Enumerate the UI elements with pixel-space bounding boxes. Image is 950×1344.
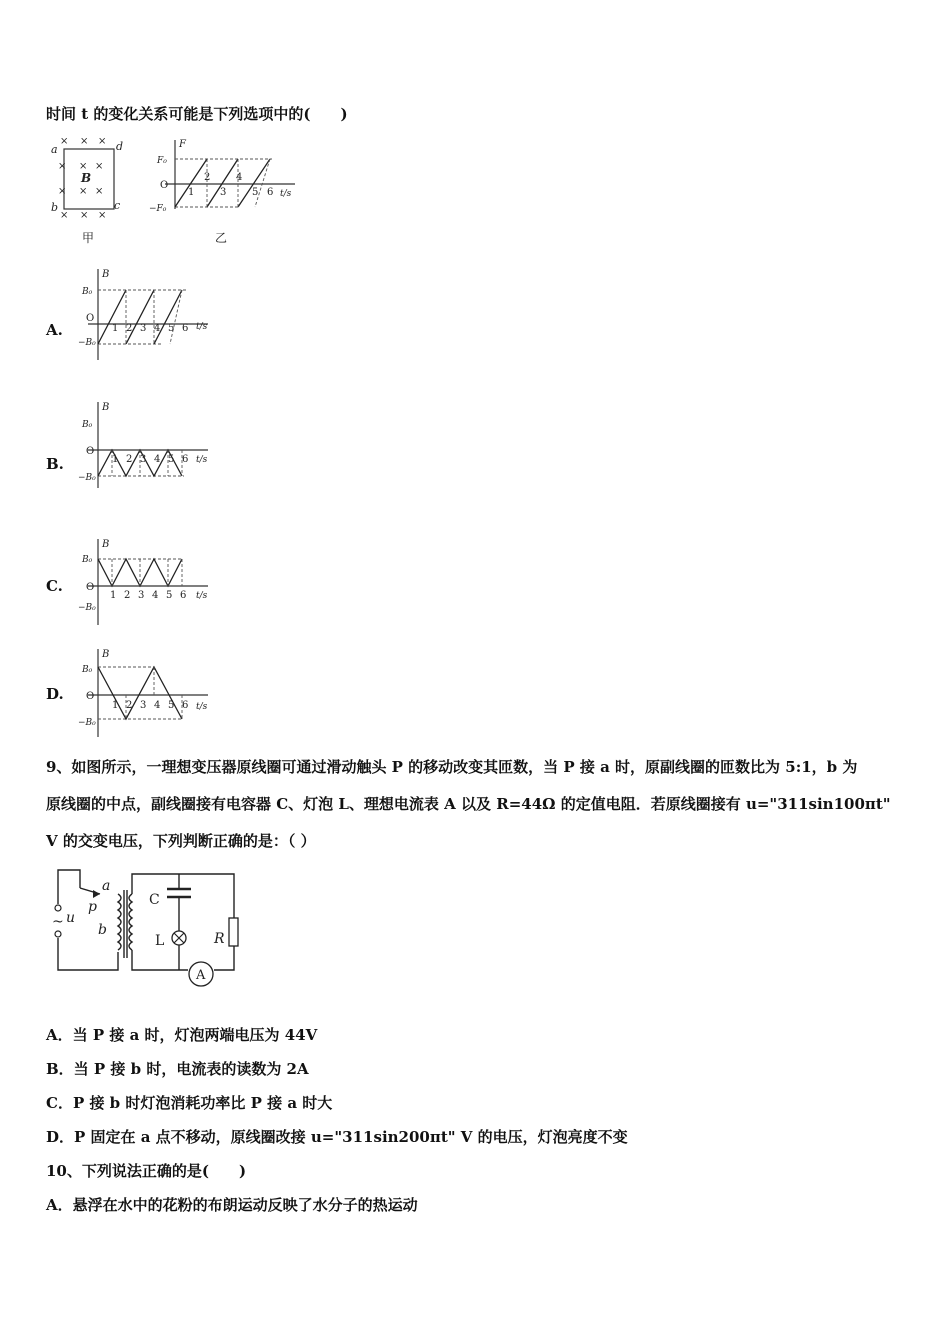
option-d-graph[interactable] [78, 645, 218, 740]
figure-yi-force-graph [145, 135, 305, 250]
svg-text:6: 6 [182, 323, 189, 334]
cross: × [79, 161, 88, 172]
svg-text:5: 5 [168, 323, 175, 334]
option-c-graph[interactable] [78, 535, 218, 630]
cross: × [80, 210, 89, 221]
cross: × [58, 186, 67, 197]
option-d-label[interactable]: D. [46, 685, 64, 703]
svg-text:4: 4 [154, 454, 161, 465]
svg-text:B₀: B₀ [82, 665, 93, 675]
svg-text:t/s: t/s [196, 702, 208, 712]
svg-text:B: B [102, 269, 110, 280]
svg-text:6: 6 [180, 590, 187, 601]
svg-text:1: 1 [112, 700, 119, 711]
option-b-graph[interactable] [78, 398, 218, 493]
tick-label: 3 [220, 187, 227, 198]
corner-d: d [116, 140, 124, 153]
q9-stem-line-2: 原线圈的中点，副线圈接有电容器 C、灯泡 L、理想电流表 A 以及 R=44Ω 的定值电阻．若原线圈接有 u="311sin100πt" [46, 795, 891, 813]
svg-text:B: B [102, 402, 110, 413]
tick-label: 2 [204, 172, 211, 183]
corner-a: a [51, 143, 58, 156]
svg-text:t/s: t/s [196, 591, 208, 601]
caption-jia: 甲 [82, 231, 95, 245]
svg-text:t/s: t/s [196, 455, 208, 465]
svg-text:1: 1 [112, 323, 119, 334]
svg-text:6: 6 [182, 454, 189, 465]
cross: × [95, 186, 104, 197]
q10-choice-a[interactable]: A．悬浮在水中的花粉的布朗运动反映了水分子的热运动 [46, 1196, 418, 1214]
svg-text:O: O [86, 313, 95, 324]
q9-choice-d[interactable]: D．P 固定在 a 点不移动，原线圈改接 u="311sin200πt" V 的电压，灯泡亮度不变 [46, 1128, 628, 1146]
label-u: u [66, 910, 76, 926]
svg-text:B: B [102, 539, 110, 550]
svg-text:4: 4 [154, 323, 161, 334]
svg-text:B₀: B₀ [82, 555, 93, 565]
label-L: L [155, 933, 165, 949]
svg-text:t/s: t/s [196, 322, 208, 332]
y-axis-label: F [179, 139, 186, 150]
corner-b: b [51, 201, 59, 214]
label-R: R [214, 931, 225, 947]
option-b-label[interactable]: B. [46, 455, 64, 473]
svg-text:2: 2 [124, 590, 131, 601]
option-a-graph[interactable] [78, 265, 218, 365]
svg-text:3: 3 [138, 590, 145, 601]
svg-text:3: 3 [140, 323, 147, 334]
q9-choice-a[interactable]: A．当 P 接 a 时，灯泡两端电压为 44V [46, 1026, 318, 1044]
option-c-label[interactable]: C. [46, 577, 63, 595]
question-intro-line: 时间 t 的变化关系可能是下列选项中的( ) [46, 105, 348, 123]
bottom-label: −F₀ [149, 204, 167, 214]
cross: × [98, 210, 107, 221]
svg-text:2: 2 [126, 454, 133, 465]
cross: × [58, 161, 67, 172]
transformer-circuit-figure [46, 864, 246, 989]
svg-text:−B₀: −B₀ [78, 603, 96, 613]
svg-text:1: 1 [112, 454, 119, 465]
svg-text:3: 3 [140, 454, 147, 465]
svg-text:2: 2 [126, 700, 133, 711]
label-b: b [98, 922, 107, 938]
svg-text:1: 1 [110, 590, 117, 601]
origin-label: O [160, 180, 169, 191]
svg-text:3: 3 [140, 700, 147, 711]
cross: × [98, 136, 107, 147]
svg-text:5: 5 [168, 454, 175, 465]
cross: × [60, 210, 69, 221]
q9-choice-b[interactable]: B．当 P 接 b 时，电流表的读数为 2A [46, 1060, 309, 1078]
svg-text:−B₀: −B₀ [78, 338, 96, 348]
cross: × [79, 186, 88, 197]
label-A: A [196, 968, 206, 983]
label-p: p [88, 899, 97, 915]
x-axis-label: t/s [280, 189, 292, 199]
svg-text:B₀: B₀ [82, 420, 93, 430]
svg-text:O: O [86, 582, 95, 593]
field-label: B [81, 171, 92, 185]
caption-yi: 乙 [215, 231, 228, 245]
tick-label: 1 [188, 187, 195, 198]
svg-text:4: 4 [152, 590, 159, 601]
svg-text:5: 5 [166, 590, 173, 601]
label-a: a [102, 878, 111, 894]
option-a-label[interactable]: A. [46, 321, 63, 339]
cross: × [60, 136, 69, 147]
top-label: F₀ [157, 156, 167, 166]
svg-text:5: 5 [168, 700, 175, 711]
q9-stem-line-3: V 的交变电压，下列判断正确的是：（ ） [46, 832, 316, 850]
resistor-symbol [229, 918, 238, 946]
label-C: C [149, 892, 160, 908]
svg-text:2: 2 [126, 323, 133, 334]
svg-text:−B₀: −B₀ [78, 473, 96, 483]
tick-label: 4 [236, 172, 243, 183]
svg-text:6: 6 [182, 700, 189, 711]
cross: × [80, 136, 89, 147]
q10-stem: 10、下列说法正确的是( ) [46, 1162, 247, 1180]
tick-label: 6 [267, 187, 274, 198]
q9-choice-c[interactable]: C．P 接 b 时灯泡消耗功率比 P 接 a 时大 [46, 1094, 333, 1112]
svg-text:B: B [102, 649, 110, 660]
svg-text:4: 4 [154, 700, 161, 711]
q9-stem-line-1: 9、如图所示，一理想变压器原线圈可通过滑动触头 P 的移动改变其匝数，当 P 接 a 时，原副线圈的匝数比为 5:1，b 为 [46, 758, 858, 776]
svg-text:B₀: B₀ [82, 287, 93, 297]
svg-text:−B₀: −B₀ [78, 718, 96, 728]
tilde-symbol: ~ [52, 914, 64, 930]
figure-jia-field-loop [48, 135, 128, 250]
corner-c: c [114, 199, 121, 212]
cross: × [95, 161, 104, 172]
svg-text:O: O [86, 446, 95, 457]
svg-text:O: O [86, 691, 95, 702]
tick-label: 5 [252, 187, 259, 198]
